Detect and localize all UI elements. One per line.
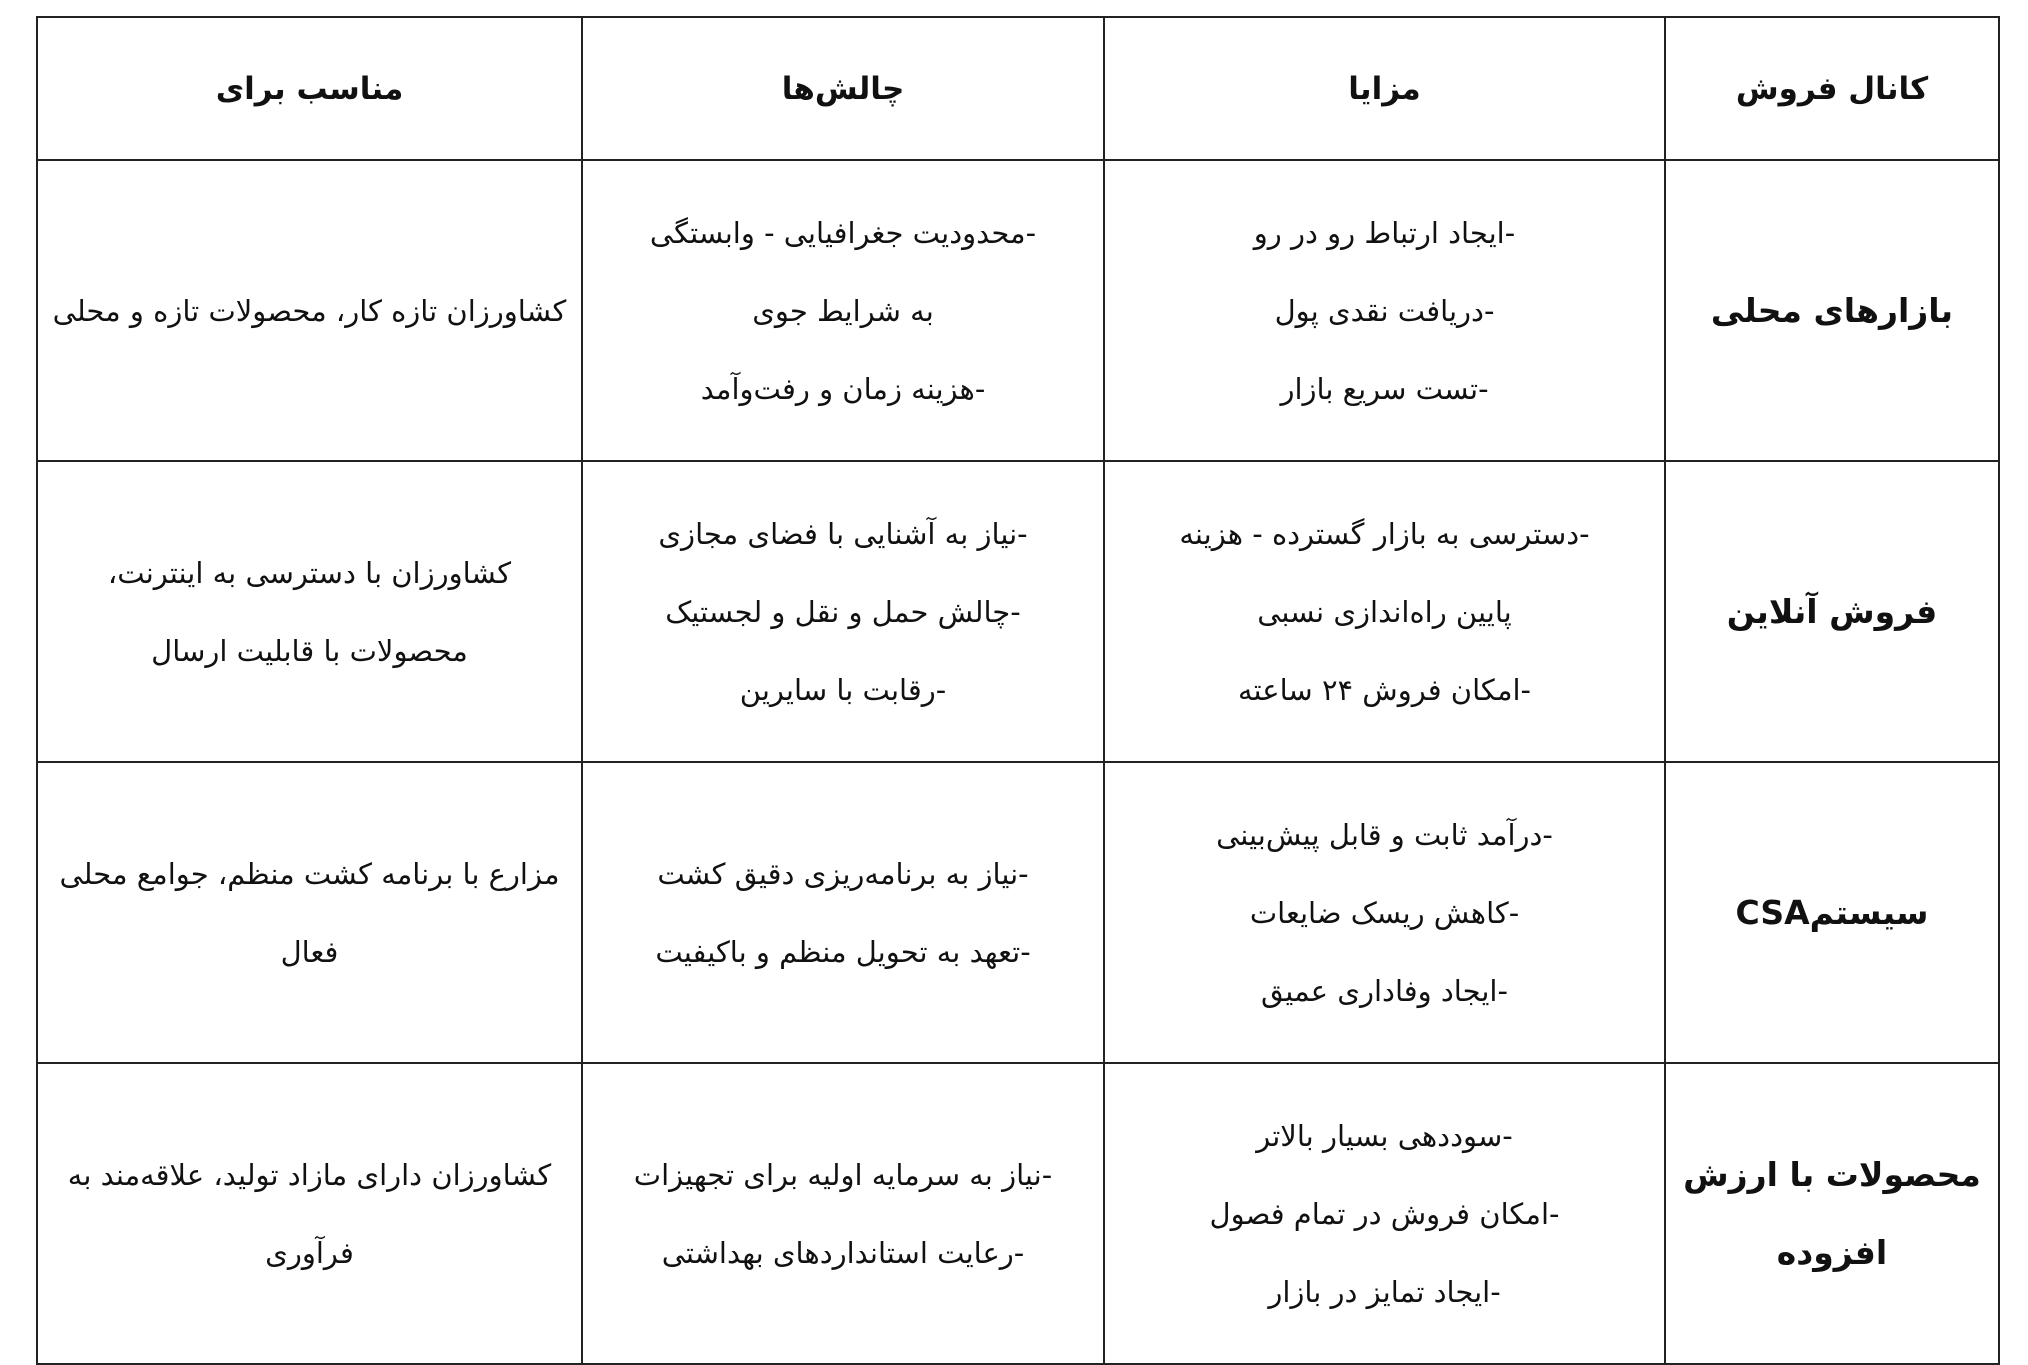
advantage-item: -درآمد ثابت و قابل پیش‌بینی bbox=[1216, 817, 1553, 852]
advantage-item: -دسترسی به بازار گسترده - هزینه bbox=[1179, 516, 1590, 551]
advantages-cell bbox=[1104, 1063, 1665, 1364]
header-row bbox=[37, 17, 1999, 160]
advantages-cell bbox=[1104, 762, 1665, 1063]
header-channel: کانال فروش bbox=[1665, 17, 1999, 160]
challenge-item: -نیاز به برنامه‌ریزی دقیق کشت bbox=[657, 856, 1029, 891]
suitable-for-text: کشاورزان با دسترسی به اینترنت، محصولات با قابلیت ارسال bbox=[107, 555, 512, 668]
challenge-item: -رعایت استانداردهای بهداشتی bbox=[661, 1235, 1025, 1270]
channel-text: محصولات با ارزش افزوده bbox=[1683, 1154, 1981, 1272]
advantage-item: -تست سریع بازار bbox=[1280, 371, 1489, 406]
advantage-item: -امکان فروش ۲۴ ساعته bbox=[1237, 672, 1532, 707]
table-row bbox=[37, 160, 1999, 461]
advantages-cell bbox=[1104, 461, 1665, 762]
challenges-cell bbox=[582, 1063, 1104, 1364]
challenge-item: -رقابت با سایرین bbox=[739, 672, 947, 707]
challenges-cell bbox=[582, 160, 1104, 461]
advantage-item: -ایجاد ارتباط رو در رو bbox=[1253, 215, 1516, 250]
advantage-item: -ایجاد وفاداری عمیق bbox=[1261, 973, 1508, 1008]
header-challenges: چالش‌ها bbox=[582, 17, 1104, 160]
challenge-item: به شرایط جوی bbox=[752, 293, 934, 328]
suitable-for-cell bbox=[37, 160, 582, 461]
advantage-item: -سوددهی بسیار بالاتر bbox=[1256, 1118, 1513, 1153]
channel-cell: فروش آنلاین bbox=[1665, 461, 1999, 762]
challenge-item: -چالش حمل و نقل و لجستیک bbox=[665, 594, 1021, 629]
advantage-item: -کاهش ریسک ضایعات bbox=[1249, 895, 1520, 930]
table-row bbox=[37, 1063, 1999, 1364]
advantage-item: -دریافت نقدی پول bbox=[1274, 293, 1495, 328]
channel-cell bbox=[1665, 1063, 1999, 1364]
table-row bbox=[37, 762, 1999, 1063]
table-row bbox=[37, 461, 1999, 762]
channel-cell: بازارهای محلی bbox=[1665, 160, 1999, 461]
suitable-for-cell bbox=[37, 461, 582, 762]
challenges-cell bbox=[582, 461, 1104, 762]
suitable-for-text: کشاورزان دارای مازاد تولید، علاقه‌مند به فرآوری bbox=[67, 1157, 552, 1270]
suitable-for-text: مزارع با برنامه کشت منظم، جوامع محلی فعال bbox=[59, 856, 560, 969]
header-advantages: مزایا bbox=[1104, 17, 1665, 160]
challenge-item: -محدودیت جغرافیایی - وابستگی bbox=[649, 215, 1037, 250]
channel-cell: سیستمCSA bbox=[1665, 762, 1999, 1063]
suitable-for-cell bbox=[37, 762, 582, 1063]
advantage-item: -امکان فروش در تمام فصول bbox=[1209, 1196, 1560, 1231]
advantage-item: پایین راه‌اندازی نسبی bbox=[1257, 594, 1512, 629]
sales-channels-table bbox=[36, 16, 2000, 1365]
challenge-item: -نیاز به سرمایه اولیه برای تجهیزات bbox=[633, 1157, 1053, 1192]
suitable-for-cell bbox=[37, 1063, 582, 1364]
advantages-cell bbox=[1104, 160, 1665, 461]
challenge-item: -نیاز به آشنایی با فضای مجازی bbox=[658, 516, 1028, 551]
advantage-item: -ایجاد تمایز در بازار bbox=[1268, 1274, 1501, 1309]
challenge-item: -هزینه زمان و رفت‌وآمد bbox=[700, 371, 986, 406]
header-suitable-for: مناسب برای bbox=[37, 17, 582, 160]
suitable-for-text: کشاورزان تازه کار، محصولات تازه و محلی bbox=[52, 293, 567, 328]
challenge-item: -تعهد به تحویل منظم و باکیفیت bbox=[655, 934, 1031, 969]
challenges-cell bbox=[582, 762, 1104, 1063]
